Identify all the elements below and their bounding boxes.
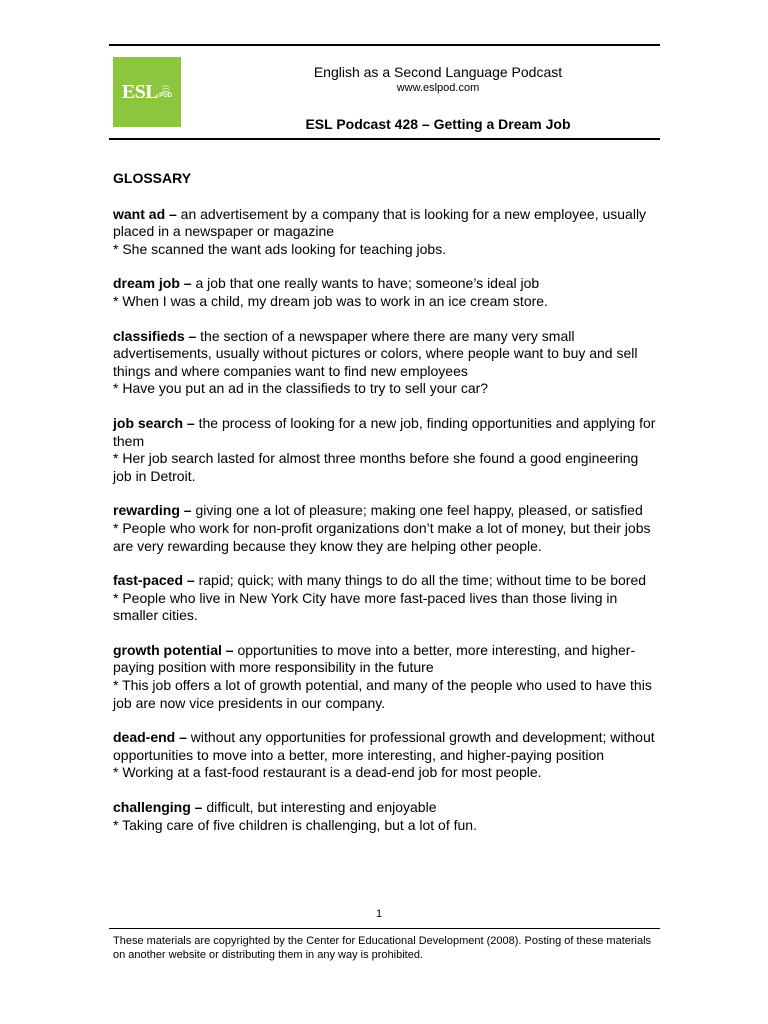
glossary-definition: the process of looking for a new job, finding opportunities and applying for them [113,414,656,449]
glossary-entry [113,206,658,259]
glossary-example: * Her job search lasted for almost three months before she found a good engineering job in Detroit. [113,450,639,484]
glossary-term: fast-paced – [113,572,195,589]
glossary-section [113,170,658,851]
glossary-example: * Have you put an ad in the classifieds to try to sell your car? [113,380,489,397]
logo-text: ESL [121,80,159,103]
glossary-example: * When I was a child, my dream job was to work in an ice cream store. [113,292,548,309]
glossary-entry [113,502,658,555]
glossary-definition: rapid; quick; with many things to do all the time; without time to be bored [194,572,647,589]
glossary-term: classifieds – [113,327,197,344]
glossary-term: dead-end – [113,729,187,746]
glossary-term: dream job – [113,275,192,292]
glossary-heading: GLOSSARY [113,170,192,186]
glossary-entry [113,328,658,398]
glossary-example: * Working at a fast-food restaurant is a dead-end job for most people. [113,764,542,781]
glossary-definition: an advertisement by a company that is looking for a new employee, usually placed in a newspaper or magazine [113,205,647,240]
glossary-example: * She scanned the want ads looking for teaching jobs. [113,240,447,257]
glossary-definition: without any opportunities for professional growth and development; without opportunities to move into a better, more interesting, and higher-paying position [113,729,655,763]
site-title: English as a Second Language Podcast [313,64,563,80]
podcast-icon: ))) POD [159,85,173,99]
glossary-term: challenging – [113,799,203,816]
glossary-example: * Taking care of five children is challenging, but a lot of fun. [113,816,477,833]
glossary-entry [113,415,658,485]
glossary-example: * People who work for non-profit organizations don’t make a lot of money, but their jobs are very rewarding because they know they are helping other people. [113,519,651,554]
glossary-definition: difficult, but interesting and enjoyable [202,799,437,816]
glossary-entry [113,642,658,712]
glossary-term: want ad – [113,205,177,222]
eslpod-logo [113,57,181,127]
header-top-rule [109,44,660,46]
glossary-term: growth potential – [113,641,234,658]
glossary-entry [113,799,658,834]
glossary-example: * People who live in New York City have more fast-paced lives than those living in smaller cities. [113,589,618,624]
logo-sub-text: POD [159,93,173,99]
glossary-entry [113,572,658,625]
glossary-term: rewarding – [113,502,192,519]
glossary-definition: giving one a lot of pleasure; making one feel happy, pleased, or satisfied [191,502,643,519]
glossary-entry [113,729,658,782]
footer-rule [109,928,660,929]
copyright-notice: These materials are copyrighted by the Center for Educational Development (2008). Posting of these materials on another website or distributing them in any way is prohibited. [113,935,652,961]
episode-title: ESL Podcast 428 – Getting a Dream Job [305,116,571,132]
site-url: www.eslpod.com [396,82,480,94]
glossary-entry [113,275,658,310]
page-number: 1 [376,908,383,920]
glossary-example: * This job offers a lot of growth potential, and many of the people who used to have this job are now vice presidents in our company. [113,677,652,711]
glossary-definition: opportunities to move into a better, more interesting, and higher-paying position with more responsibility in the future [113,641,636,676]
glossary-term: job search – [113,414,195,431]
glossary-definition: a job that one really wants to have; someone’s ideal job [191,275,540,292]
header-bottom-rule [109,138,660,140]
glossary-definition: the section of a newspaper where there are many very small advertisements, usually without pictures or colors, where people want to buy and sell things and where companies want to find new employees [113,327,638,379]
